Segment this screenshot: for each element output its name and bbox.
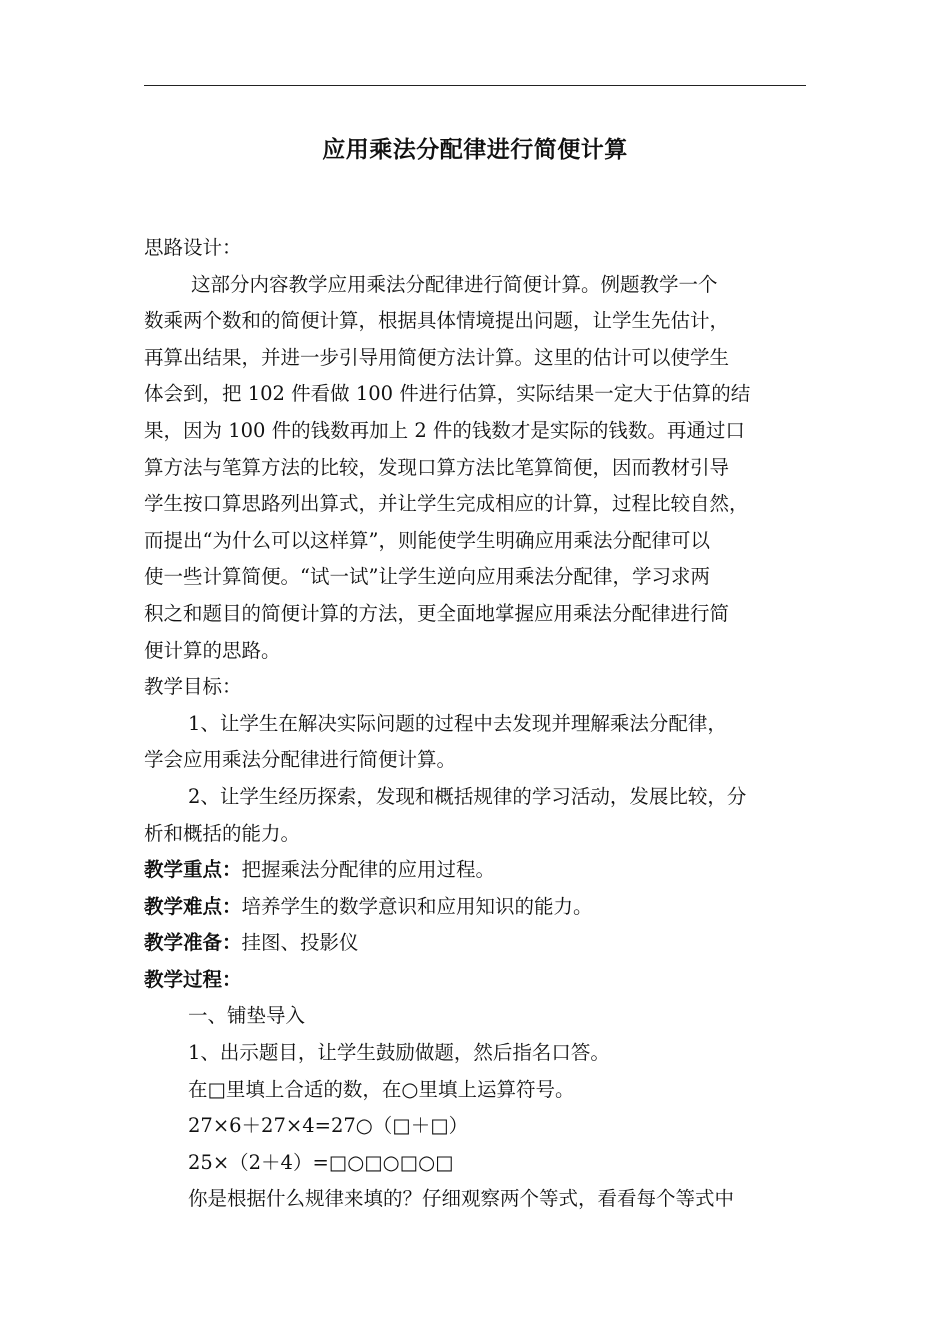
goal-line: 2、让学生经历探索，发现和概括规律的学习活动，发展比较，分 bbox=[188, 784, 747, 808]
header-rule bbox=[144, 85, 806, 86]
key-point-label: 教学重点： bbox=[144, 858, 242, 882]
process-line: 1、出示题目，让学生鼓励做题，然后指名口答。 bbox=[188, 1041, 610, 1065]
difficulty-row bbox=[144, 889, 812, 926]
design-line: 再算出结果，并进一步引导用简便方法计算。这里的估计可以使学生 bbox=[144, 345, 730, 369]
prep-text: 挂图、投影仪 bbox=[241, 931, 359, 955]
prep-label: 教学准备： bbox=[144, 931, 242, 955]
process-line: 在□里填上合适的数，在○里填上运算符号。 bbox=[188, 1077, 575, 1101]
goal-line: 1、让学生在解决实际问题的过程中去发现并理解乘法分配律， bbox=[188, 711, 727, 735]
design-line: 这部分内容教学应用乘法分配律进行简便计算。例题教学一个 bbox=[191, 272, 718, 296]
difficulty-label: 教学难点： bbox=[144, 894, 242, 918]
process-line: 一、铺垫导入 bbox=[188, 1004, 306, 1028]
goals-heading: 教学目标： bbox=[144, 675, 242, 699]
key-point-row bbox=[144, 852, 812, 889]
design-line: 算方法与笔算方法的比较，发现口算方法比笔算简便，因而教材引导 bbox=[144, 455, 730, 479]
equation-line: 25×（2＋4）=□○□○□○□ bbox=[188, 1150, 454, 1174]
goal-line: 析和概括的能力。 bbox=[144, 821, 301, 845]
process-label: 教学过程： bbox=[144, 967, 242, 991]
design-line: 数乘两个数和的简便计算，根据具体情境提出问题，让学生先估计， bbox=[144, 309, 730, 333]
design-line: 便计算的思路。 bbox=[144, 638, 281, 662]
prep-row bbox=[144, 925, 812, 962]
design-line: 学生按口算思路列出算式，并让学生完成相应的计算，过程比较自然， bbox=[144, 492, 749, 516]
goal-line: 学会应用乘法分配律进行简便计算。 bbox=[144, 748, 457, 772]
design-line: 积之和题目的简便计算的方法，更全面地掌握应用乘法分配律进行简 bbox=[144, 601, 730, 625]
document-body bbox=[144, 230, 812, 1218]
difficulty-text: 培养学生的数学意识和应用知识的能力。 bbox=[241, 894, 593, 918]
design-line: 体会到，把 102 件看做 100 件进行估算，实际结果一定大于估算的结 bbox=[144, 382, 751, 406]
equation-line: 27×6＋27×4=27○（□＋□） bbox=[188, 1114, 469, 1138]
process-line: 你是根据什么规律来填的？仔细观察两个等式，看看每个等式中 bbox=[188, 1187, 735, 1211]
process-row bbox=[144, 962, 812, 999]
design-heading: 思路设计： bbox=[144, 236, 242, 259]
design-line: 而提出“为什么可以这样算”，则能使学生明确应用乘法分配律可以 bbox=[144, 528, 710, 552]
design-line: 使一些计算简便。“试一试”让学生逆向应用乘法分配律，学习求两 bbox=[144, 565, 710, 589]
document-title: 应用乘法分配律进行简便计算 bbox=[322, 137, 628, 163]
key-point-text: 把握乘法分配律的应用过程。 bbox=[241, 858, 496, 882]
design-line: 果，因为 100 件的钱数再加上 2 件的钱数才是实际的钱数。再通过口 bbox=[144, 418, 745, 442]
